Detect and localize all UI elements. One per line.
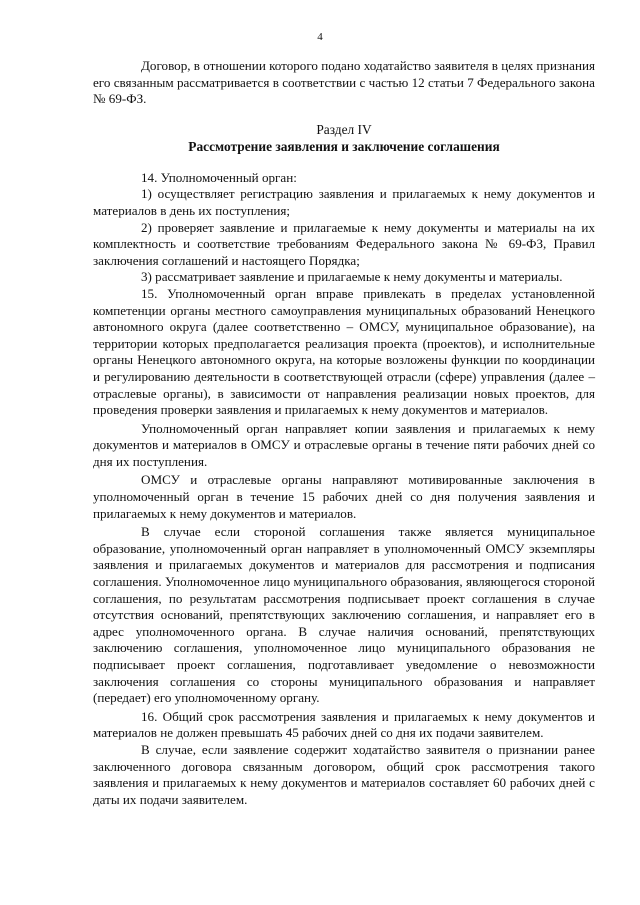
document-body — [93, 58, 595, 808]
intro-paragraph: Договор, в отношении которого подано ходатайство заявителя в целях признания его связанным рассматривается в соответствии с частью 12 статьи 7 Федерального закона № 69-ФЗ. — [93, 58, 596, 107]
paragraph-14: 14. Уполномоченный орган: — [141, 169, 297, 185]
paragraph-14-item-2: 2) проверяет заявление и прилагаемые к нему документы и материалы на их комплектность и соответствие требованиям Федерального закона № 69-ФЗ, Правил заключения соглашений и настоящего Порядка; — [93, 219, 595, 268]
paragraph-16-related: В случае, если заявление содержит ходатайство заявителя о признании ранее заключенного договора связанным договором, общий срок рассмотрения такого заявления и прилагаемых к нему документов и материалов составляет 60 рабочих дней с даты их подачи заявителем. — [93, 741, 595, 807]
paragraph-16: 16. Общий срок рассмотрения заявления и прилагаемых к нему документов и материалов не должен превышать 45 рабочих дней со дня их подачи заявителем. — [93, 708, 595, 741]
paragraph-14-item-1: 1) осуществляет регистрацию заявления и прилагаемых к нему документов и материалов в день их поступления; — [93, 186, 595, 218]
paragraph-15-conclusions: ОМСУ и отраслевые органы направляют мотивированные заключения в уполномоченный орган в течение 15 рабочих дней со дня получения заявления и прилагаемых к нему документов и материалов. — [93, 472, 595, 521]
page-number: 4 — [317, 31, 323, 43]
paragraph-14-item-3: 3) рассматривает заявление и прилагаемые к нему документы и материалы. — [141, 269, 563, 285]
spacer — [93, 155, 595, 170]
paragraph-15-municipal: В случае если стороной соглашения также является муниципальное образование, уполномоченный орган направляет в уполномоченный ОМСУ экземпляры заявления и прилагаемых документов и материалов для рассмотрения и подписания соглашения. Уполномоченное лицо муниципального образования, являющегося стороной соглашения, по результатам рассмотрения подписывает проект соглашения в случае отсутствия оснований, препятствующих заключению соглашения, и направляет его в адрес уполномоченного органа. В случае наличия оснований, препятствующих заключению соглашения, уполномоченное лицо муниципального образования не подписывает проект соглашения, подготавливает уведомление о невозможности заключения соглашения со стороны муниципального образования и направляет (передает) его уполномоченному органу. — [93, 524, 595, 706]
section-label: Раздел IV — [316, 121, 372, 137]
paragraph-15: 15. Уполномоченный орган вправе привлекать в пределах установленной компетенции органы местного самоуправления муниципальных образований Ненецкого автономного округа (далее соответственно – ОМСУ, муниципальное образование), на территории которых предполагается реализация проекта (проектов), и исполнительные органы Ненецкого автономного округа, на которые возложены функции по координации и регулированию деятельности в соответствующей отрасли (сфере) управления (далее – отраслевые органы), в зависимости от направления реализации новых проектов, для проведения проверки заявления и прилагаемых к нему документов и материалов. — [93, 285, 595, 418]
section-heading — [93, 121, 595, 155]
paragraph-15-copies: Уполномоченный орган направляет копии заявления и прилагаемых к нему документов и материалов в ОМСУ и отраслевые органы в течение пяти рабочих дней со дня их поступления. — [93, 420, 595, 469]
section-title: Рассмотрение заявления и заключение соглашения — [188, 138, 500, 154]
